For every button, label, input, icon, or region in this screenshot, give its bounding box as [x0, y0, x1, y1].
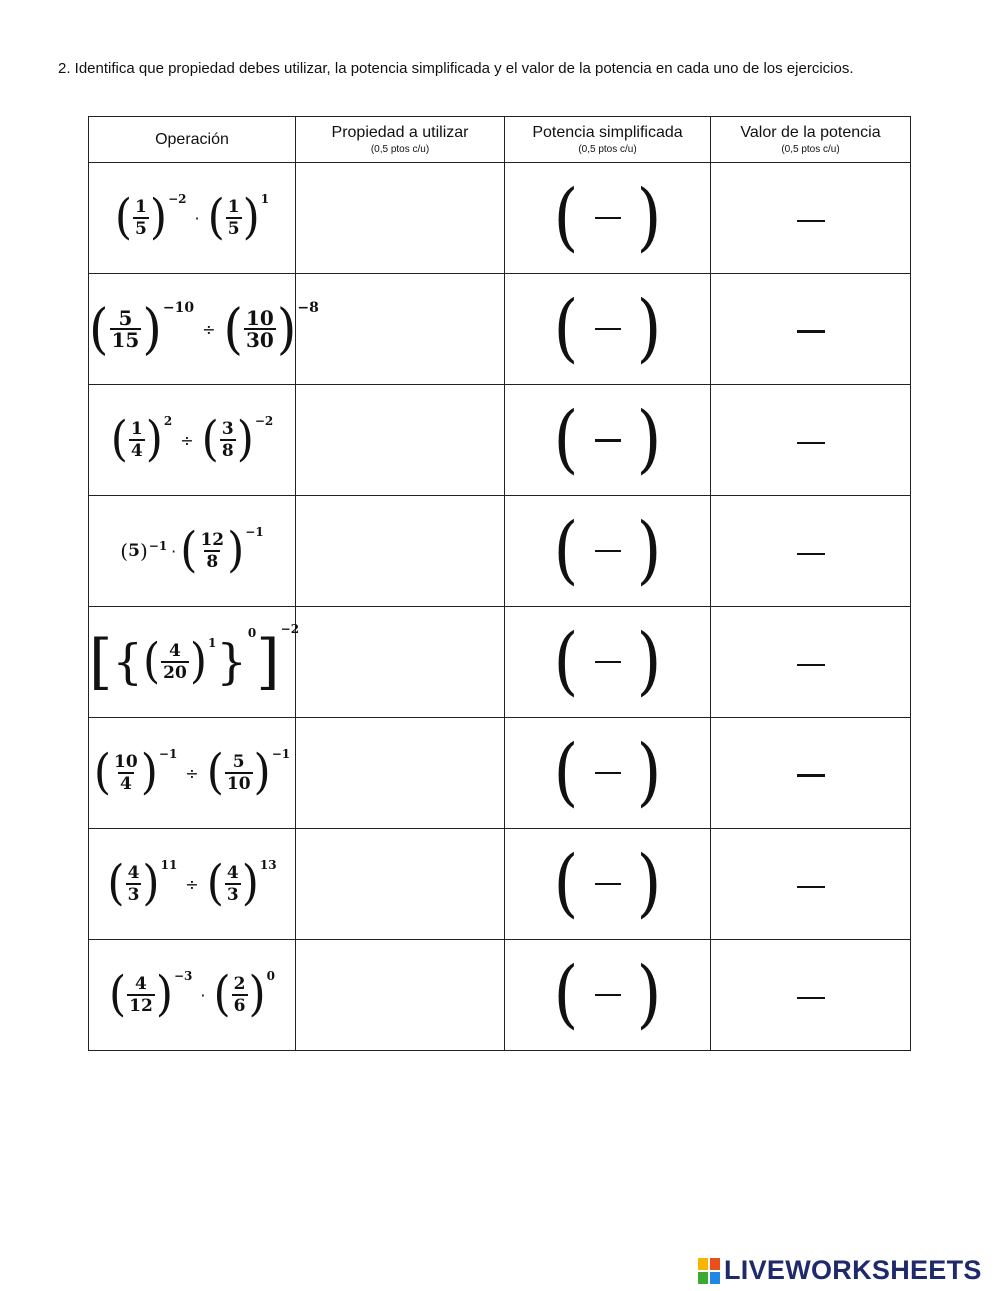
- operation-expression: [ { ( $\frac{4}{20}$ ) 1 } 0 ] −2: [89, 622, 300, 697]
- header-potencia: Potencia simplificada (0,5 ptos c/u): [505, 117, 711, 163]
- operation-expression: ( $\frac{1}{4}$ ) 2 ÷ ( $\frac{3}{8}$ ) −2: [110, 411, 274, 467]
- header-propiedad: Propiedad a utilizar (0,5 ptos c/u): [296, 117, 505, 163]
- liveworksheets-logo: [698, 1255, 982, 1286]
- operation-expression: ( $\frac{10}{4}$ ) −1 ÷ ( $\frac{5}{10}$ ) −1: [93, 744, 291, 800]
- potencia-answer-field[interactable]: ( ): [505, 163, 711, 274]
- valor-answer-field[interactable]: [711, 607, 911, 718]
- valor-answer-field[interactable]: [711, 829, 911, 940]
- propiedad-answer-field[interactable]: [296, 163, 505, 274]
- potencia-answer-field[interactable]: ( ): [505, 940, 711, 1051]
- table-row: [89, 385, 911, 496]
- potencia-answer-field[interactable]: ( ): [505, 718, 711, 829]
- potencia-answer-field[interactable]: ( ): [505, 496, 711, 607]
- propiedad-answer-field[interactable]: [296, 385, 505, 496]
- operation-cell: [89, 607, 300, 718]
- operation-cell: [89, 496, 296, 607]
- operation-cell: [89, 163, 296, 274]
- operation-expression: ( $\frac{4}{12}$ ) −3 · ( $\frac{2}{6}$ ) 0: [108, 966, 276, 1022]
- valor-answer-field[interactable]: [711, 940, 911, 1051]
- propiedad-answer-field[interactable]: [296, 940, 505, 1051]
- operation-expression: ( $\frac{1}{5}$ ) −2 · ( $\frac{1}{5}$ ) 1: [114, 189, 270, 245]
- table-row: [89, 718, 911, 829]
- propiedad-answer-field[interactable]: [296, 496, 505, 607]
- propiedad-answer-field[interactable]: [296, 718, 505, 829]
- operation-expression: ( 5 ) −1 · ( $\frac{12}{8}$ ) −1: [120, 522, 264, 578]
- table-row: [89, 496, 911, 607]
- potencia-answer-field[interactable]: ( ): [505, 274, 711, 385]
- operation-cell: [89, 829, 296, 940]
- potencia-answer-field[interactable]: ( ): [505, 385, 711, 496]
- liveworksheets-logo-icon: [698, 1258, 720, 1284]
- valor-answer-field[interactable]: [711, 496, 911, 607]
- operation-cell: [89, 385, 296, 496]
- table-row: [89, 607, 911, 718]
- valor-answer-field[interactable]: [711, 274, 911, 385]
- operation-expression: ( $\frac{4}{3}$ ) 11 ÷ ( $\frac{4}{3}$ ) 13: [107, 855, 277, 911]
- exercise-table: [88, 116, 911, 1051]
- propiedad-answer-field[interactable]: [296, 274, 505, 385]
- header-operacion: Operación: [89, 117, 296, 163]
- table-row: [89, 829, 911, 940]
- operation-cell: [89, 274, 319, 385]
- logo-text: LIVEWORKSHEETS: [724, 1255, 982, 1285]
- table-row: [89, 274, 911, 385]
- header-valor: Valor de la potencia (0,5 ptos c/u): [711, 117, 911, 163]
- operation-cell: [89, 940, 296, 1051]
- valor-answer-field[interactable]: [711, 718, 911, 829]
- table-row: [89, 163, 911, 274]
- valor-answer-field[interactable]: [711, 163, 911, 274]
- potencia-answer-field[interactable]: ( ): [505, 829, 711, 940]
- valor-answer-field[interactable]: [711, 385, 911, 496]
- propiedad-answer-field[interactable]: [296, 607, 505, 718]
- table-row: [89, 940, 911, 1051]
- potencia-answer-field[interactable]: ( ): [505, 607, 711, 718]
- table-header-row: [89, 117, 911, 163]
- operation-cell: [89, 718, 296, 829]
- operation-expression: ( $\frac{5}{15}$ ) −10 ÷ ( $\frac{10}{30}$ ) −8: [89, 297, 319, 361]
- instruction-text: 2. Identifica que propiedad debes utilizar, la potencia simplificada y el valor de la potencia en cada uno de los ejercicios.: [58, 60, 854, 77]
- propiedad-answer-field[interactable]: [296, 829, 505, 940]
